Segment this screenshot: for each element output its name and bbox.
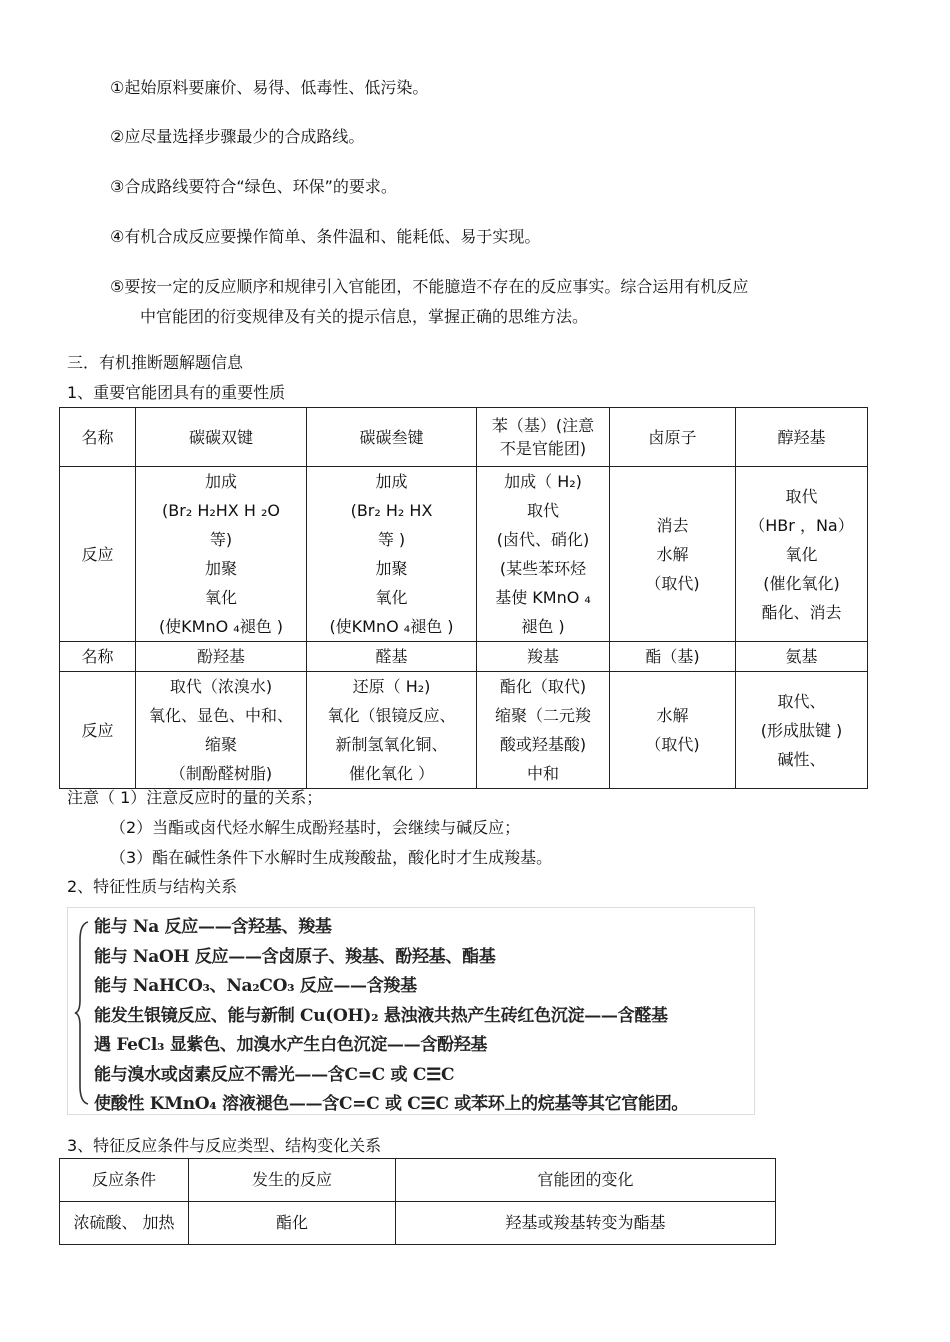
table-cell: 碳碳双键 (136, 408, 307, 467)
functional-group-table (59, 407, 868, 789)
table-cell: 酯（基) (610, 642, 736, 672)
note-2: （2）当酯或卤代烃水解生成酚羟基时，会继续与碱反应； (110, 818, 521, 837)
table-cell: 酚羟基 (136, 642, 307, 672)
section-title: 三．有机推断题解题信息 (67, 353, 244, 372)
table-cell: 名称 (60, 642, 136, 672)
subsection-1-title: 1、重要官能团具有的重要性质 (67, 383, 286, 402)
note-1: 注意（ 1）注意反应时的量的关系； (67, 788, 323, 807)
table-cell: 浓硫酸、 加热 (60, 1202, 189, 1245)
table-cell: 取代 （HBr ，Na） 氧化 (催化氧化) 酯化、消去 (736, 467, 868, 642)
table-cell: 反应 (60, 467, 136, 642)
brace-icon (74, 920, 90, 1106)
table-row (60, 408, 868, 467)
principle-3: ③合成路线要符合“绿色、环保”的要求。 (110, 177, 397, 196)
table-cell: 水解 （取代) (610, 672, 736, 789)
table-cell: 加成（ H₂) 取代 (卤代、硝化) (某些苯环烃 基使 KMnO ₄ 褪色 ) (477, 467, 610, 642)
principle-2: ②应尽量选择步骤最少的合成路线。 (110, 127, 365, 146)
table-cell: 碳碳叁键 (307, 408, 477, 467)
table-cell: 醇羟基 (736, 408, 868, 467)
principle-4: ④有机合成反应要操作简单、条件温和、能耗低、易于实现。 (110, 227, 541, 246)
table-cell: 羟基或羧基转变为酯基 (396, 1202, 776, 1245)
figure-row: 使酸性 KMnO₄ 溶液褪色——含C=C 或 C☰C 或苯环上的烷基等其它官能团。 (94, 1094, 689, 1114)
table-row (60, 672, 868, 789)
subsection-3-title: 3、特征反应条件与反应类型、结构变化关系 (67, 1136, 382, 1155)
figure-row: 能与溴水或卤素反应不需光——含C=C 或 C☰C (94, 1065, 455, 1085)
note-3: （3）酯在碱性条件下水解时生成羧酸盐，酸化时才生成羧基。 (110, 848, 553, 867)
table-row (60, 467, 868, 642)
table-cell: 加成 (Br₂ H₂HX H ₂O 等) 加聚 氧化 (使KMnO ₄褪色 ) (136, 467, 307, 642)
table-cell: 加成 (Br₂ H₂ HX 等 ) 加聚 氧化 (使KMnO ₄褪色 ) (307, 467, 477, 642)
table-cell: 取代、 (形成肽键 ) 碱性、 (736, 672, 868, 789)
table-cell: 还原（ H₂) 氧化（银镜反应、 新制氢氧化铜、 催化氧化 ） (307, 672, 477, 789)
figure-row: 能发生银镜反应、能与新制 Cu(OH)₂ 悬浊液共热产生砖红色沉淀——含醛基 (94, 1006, 668, 1026)
table-cell: 取代（浓溴水) 氧化、显色、中和、 缩聚 （制酚醛树脂) (136, 672, 307, 789)
table-cell: 反应 (60, 672, 136, 789)
figure-row: 能与 NaHCO₃、Na₂CO₃ 反应——含羧基 (94, 976, 417, 996)
table-cell: 发生的反应 (189, 1159, 396, 1202)
figure-row: 能与 NaOH 反应——含卤原子、羧基、酚羟基、酯基 (94, 947, 496, 967)
table-cell: 消去 水解 （取代) (610, 467, 736, 642)
table-cell: 酯化 (189, 1202, 396, 1245)
table-cell: 羧基 (477, 642, 610, 672)
table-row (60, 642, 868, 672)
figure-row: 能与 Na 反应——含羟基、羧基 (94, 917, 332, 937)
table-cell: 酯化（取代) 缩聚（二元羧 酸或羟基酸) 中和 (477, 672, 610, 789)
principle-1: ①起始原料要廉价、易得、低毒性、低污染。 (110, 78, 429, 97)
table-cell: 卤原子 (610, 408, 736, 467)
table-row (60, 1159, 776, 1202)
reaction-condition-table (59, 1158, 776, 1245)
table-cell: 官能团的变化 (396, 1159, 776, 1202)
table-cell: 苯（基）(注意 不是官能团) (477, 408, 610, 467)
principle-5-cont: 中官能团的衍变规律及有关的提示信息，掌握正确的思维方法。 (140, 307, 589, 326)
table-cell: 名称 (60, 408, 136, 467)
table-row (60, 1202, 776, 1245)
figure-row: 遇 FeCl₃ 显紫色、加溴水产生白色沉淀——含酚羟基 (94, 1035, 488, 1055)
table-cell: 氨基 (736, 642, 868, 672)
table-cell: 醛基 (307, 642, 477, 672)
principle-5: ⑤要按一定的反应顺序和规律引入官能团，不能臆造不存在的反应事实。综合运用有机反应 (110, 277, 749, 296)
table-cell: 反应条件 (60, 1159, 189, 1202)
subsection-2-title: 2、特征性质与结构关系 (67, 877, 238, 896)
property-structure-figure (67, 907, 755, 1115)
